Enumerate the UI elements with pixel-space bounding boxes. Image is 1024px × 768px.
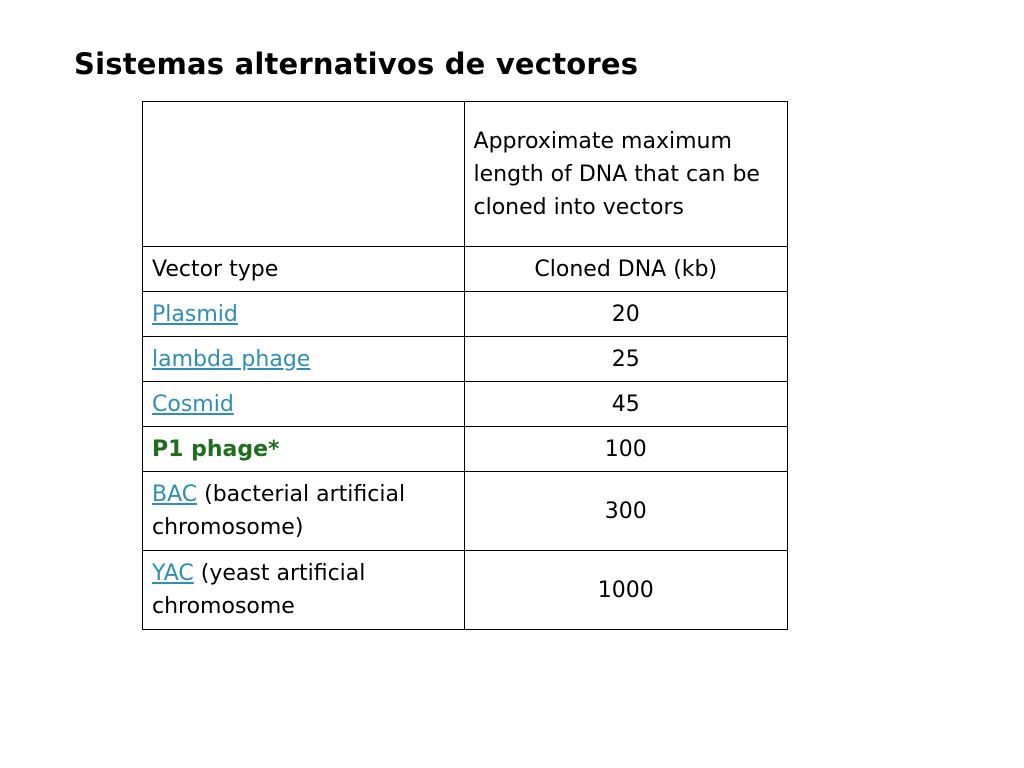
column-label-row (143, 247, 788, 292)
cloned-dna-value: 20 (464, 292, 787, 337)
vector-type-cell (143, 427, 465, 472)
vector-type-cell (143, 551, 465, 630)
vector-link-yac[interactable]: YAC (152, 561, 194, 586)
vector-link-cosmid[interactable]: Cosmid (152, 391, 234, 417)
vector-table (142, 101, 788, 630)
vector-link-plasmid[interactable]: Plasmid (152, 301, 238, 327)
vector-name-p1-phage: P1 phage* (152, 436, 280, 462)
cloned-dna-value: 45 (464, 382, 787, 427)
cloned-dna-value: 25 (464, 337, 787, 382)
vector-link-bac[interactable]: BAC (152, 482, 198, 507)
table-row (143, 382, 788, 427)
vector-link-lambda-phage[interactable]: lambda phage (152, 346, 311, 372)
header-empty-cell (143, 102, 465, 247)
header-description-cell: Approximate maximum length of DNA that can be cloned into vectors (464, 102, 787, 247)
table-row (143, 337, 788, 382)
column-label-cloned-dna: Cloned DNA (kb) (464, 247, 787, 292)
vector-description: (bacterial artificial chromosome) (152, 482, 406, 540)
vector-type-cell (143, 472, 465, 551)
table-row (143, 551, 788, 630)
table-row (143, 292, 788, 337)
vector-type-cell (143, 292, 465, 337)
page-title: Sistemas alternativos de vectores (74, 47, 639, 81)
cloned-dna-value: 1000 (464, 551, 787, 630)
vector-type-cell (143, 382, 465, 427)
column-label-vector-type: Vector type (143, 247, 465, 292)
vector-type-cell (143, 337, 465, 382)
table-header-row (143, 102, 788, 247)
table-row (143, 427, 788, 472)
cloned-dna-value: 100 (464, 427, 787, 472)
vector-description: (yeast artificial chromosome (152, 561, 366, 619)
cloned-dna-value: 300 (464, 472, 787, 551)
table-row (143, 472, 788, 551)
